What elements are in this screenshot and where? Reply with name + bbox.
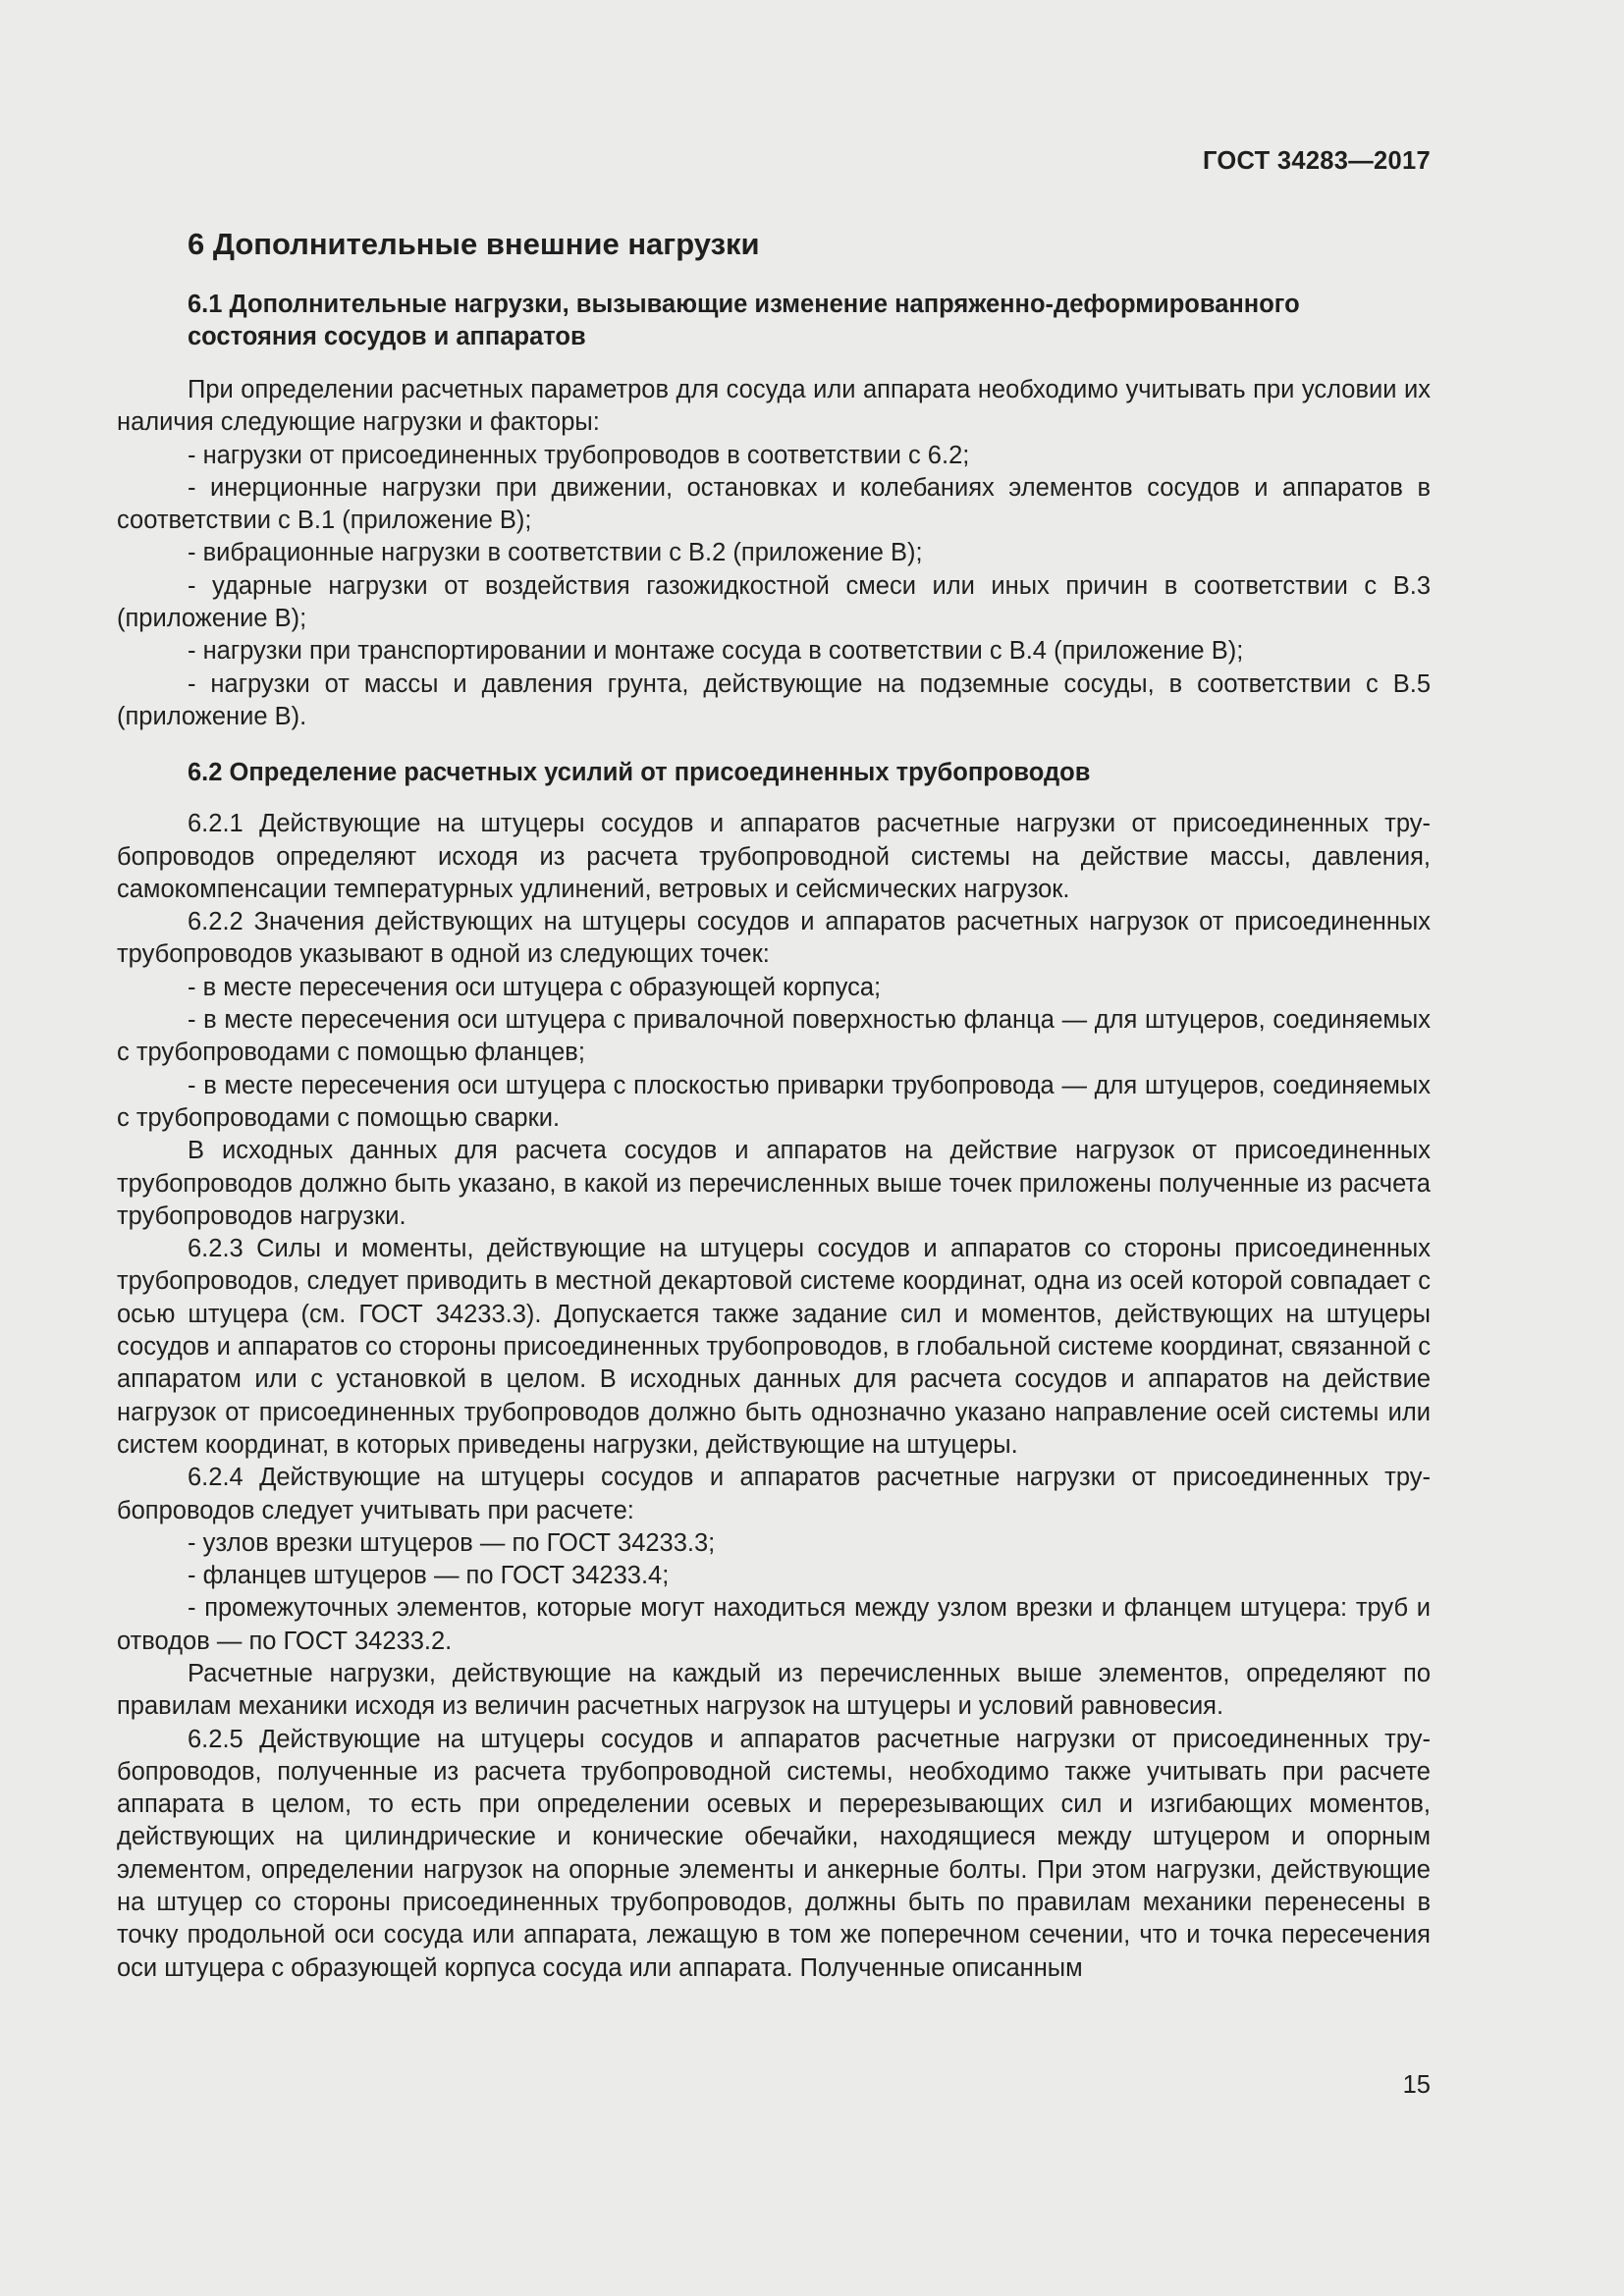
document-body — [117, 224, 1431, 1985]
list-item: - нагрузки от массы и давления грунта, действующие на подземные сосуды, в соответствии с В.5 (приложение В). — [117, 669, 1431, 730]
list-item: - в месте пересечения оси штуцера с плоскостью приварки трубопровода — для штуцеров, соединяемых с трубопроводами с помощью сварки. — [117, 1071, 1431, 1132]
list-item: - в месте пересечения оси штуцера с привалочной поверхностью фланца — для штуцеров, соединяемых с трубопроводами с помощью фланцев; — [117, 1006, 1431, 1067]
section-6-2-title: 6.2 Определение расчетных усилий от присоединенных трубопроводов — [188, 759, 1091, 787]
paragraph: 6.2.5 Действующие на штуцеры сосудов и аппаратов расчетные нагрузки от присоединенных трубопроводов, полученные из расчета трубопроводной системы, необходимо также учитывать при расчете аппарата в целом, то есть при определении осевых и перерезывающих сил и изгибающих моментов, действующих на цилиндрические и конические обечайки, находящиеся между штуцером и опорным элементом, определении нагрузок на опорные элементы и анкерные болты. При этом нагрузки, действующие на штуцер со стороны присоединенных трубопроводов, должны быть по правилам механики перенесены в точку продольной оси сосуда или аппарата, лежащую в том же поперечном сечении, что и точка пересечения оси штуцера с образующей корпуса сосуда или аппарата. Полученные описанным — [117, 1725, 1431, 1982]
paragraph: При определении расчетных параметров для сосуда или аппарата необходимо учитывать при условии их наличия следующие нагрузки и факторы: — [117, 376, 1431, 437]
paragraph: 6.2.1 Действующие на штуцеры сосудов и аппаратов расчетные нагрузки от присоединенных трубопроводов определяют исходя из расчета трубопроводной системы на действие массы, давления, самокомпенсации температурных удлинений, ветровых и сейсмических нагрузок. — [117, 810, 1431, 903]
list-item: - ударные нагрузки от воздействия газожидкостной смеси или иных причин в соответствии с В.3 (приложение В); — [117, 571, 1431, 633]
list-item: - нагрузки при транспортировании и монтаже сосуда в соответствии с В.4 (приложение В); — [188, 637, 1244, 666]
page-number: 15 — [1402, 2071, 1431, 2099]
paragraph: 6.2.2 Значения действующих на штуцеры сосудов и аппаратов расчетных нагрузок от присоединенных трубопроводов указывают в одной из следующих точек: — [117, 908, 1431, 969]
section-6-2-body — [117, 808, 1431, 1985]
list-item: - фланцев штуцеров — по ГОСТ 34233.4; — [188, 1562, 670, 1590]
list-item: - инерционные нагрузки при движении, остановках и колебаниях элементов сосудов и аппаратов в соответствии с В.1 (приложение В); — [117, 473, 1431, 535]
list-item: - вибрационные нагрузки в соответствии с В.2 (приложение В); — [188, 539, 923, 567]
paragraph: 6.2.3 Силы и моменты, действующие на штуцеры сосудов и аппаратов со стороны присоединенных трубопроводов, следует приводить в местной декартовой системе координат, одна из осей которой совпадает с осью штуцера (см. ГОСТ 34233.3). Допускается также задание сил и моментов, действующих на штуцеры сосудов и аппаратов со стороны присоединенных трубопроводов, в глобальной системе координат, связанной с аппаратом или с установкой в целом. В исходных данных для расчета сосудов и аппаратов на действие нагрузок от присоединенных трубопроводов должно быть однозначно указано направление осей системы или систем координат, в которых приведены нагрузки, действующие на штуцеры. — [117, 1235, 1431, 1459]
list-item: - промежуточных элементов, которые могут находиться между узлом врезки и фланцем штуцера: труб и отводов — по ГОСТ 34233.2. — [117, 1594, 1431, 1655]
list-item: - узлов врезки штуцеров — по ГОСТ 34233.3; — [188, 1528, 716, 1557]
paragraph: Расчетные нагрузки, действующие на каждый из перечисленных выше элементов, определяют по правилам механики исходя из величин расчетных нагрузок на штуцеры и условий равновесия. — [117, 1659, 1431, 1721]
paragraph: 6.2.4 Действующие на штуцеры сосудов и аппаратов расчетные нагрузки от присоединенных трубопроводов следует учитывать при расчете: — [117, 1464, 1431, 1524]
list-item: - в месте пересечения оси штуцера с образующей корпуса; — [188, 973, 882, 1001]
paragraph: В исходных данных для расчета сосудов и аппаратов на действие нагрузок от присоединенных трубопроводов должно быть указано, в какой из перечисленных выше точек приложены полученные из расчета трубопроводов нагрузки. — [117, 1137, 1431, 1230]
document-header: ГОСТ 34283—2017 — [1202, 147, 1431, 175]
section-6-title: 6 Дополнительные внешние нагрузки — [188, 227, 760, 261]
section-6-1-body — [117, 374, 1431, 733]
section-6-1-title: 6.1 Дополнительные нагрузки, вызывающие изменение напряженно-деформированного состояния сосудов и аппаратов — [188, 291, 1300, 350]
list-item: - нагрузки от присоединенных трубопроводов в соответствии с 6.2; — [188, 441, 970, 469]
